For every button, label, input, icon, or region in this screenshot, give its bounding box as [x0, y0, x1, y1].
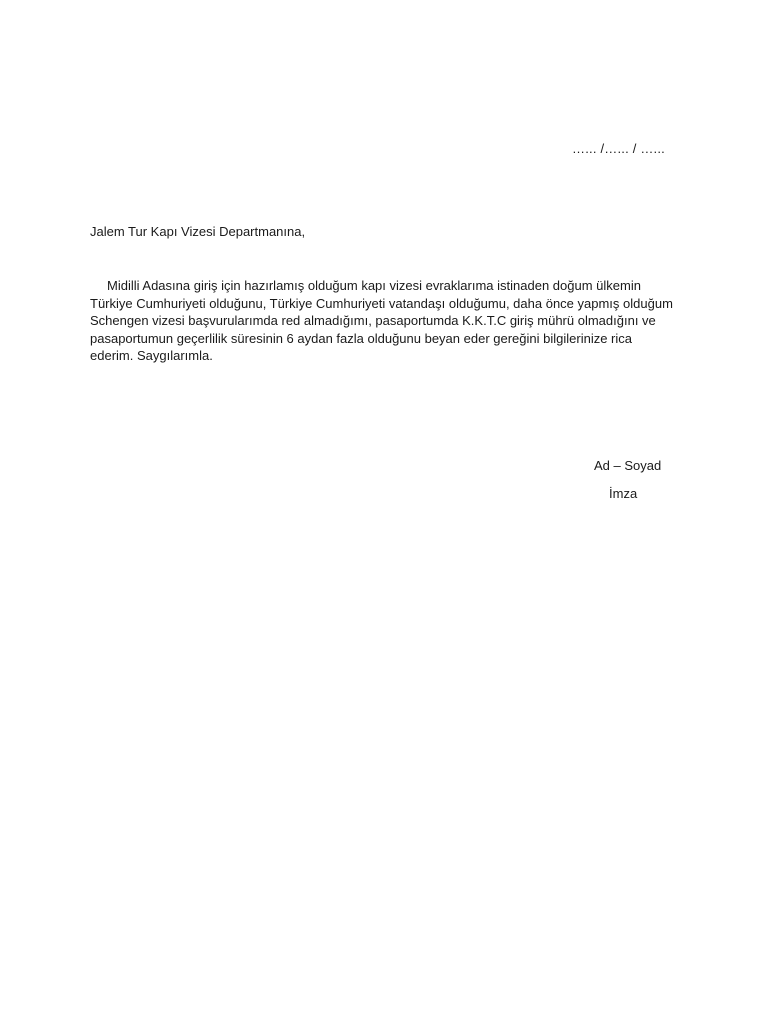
body-line: Midilli Adasına giriş için hazırlamış olduğum kapı vizesi evraklarıma istinaden doğum ülkemin [107, 278, 641, 293]
body-line: ederim. Saygılarımla. [90, 348, 213, 364]
date-placeholder: …... /…... / …... [572, 141, 665, 156]
name-label: Ad – Soyad [594, 458, 662, 473]
signature-label: İmza [609, 486, 638, 501]
letter-body [90, 277, 690, 365]
salutation: Jalem Tur Kapı Vizesi Departmanına, [90, 224, 306, 239]
body-line: Schengen vizesi başvurularımda red almadığımı, pasaportumda K.K.T.C giriş mührü olmadığını ve [90, 313, 656, 329]
body-line: Türkiye Cumhuriyeti olduğunu, Türkiye Cumhuriyeti vatandaşı olduğumu, daha önce yapmış olduğum [90, 295, 673, 311]
body-line: pasaportumun geçerlilik süresinin 6 aydan fazla olduğunu beyan eder gereğini bilgilerinize rica [90, 330, 632, 346]
